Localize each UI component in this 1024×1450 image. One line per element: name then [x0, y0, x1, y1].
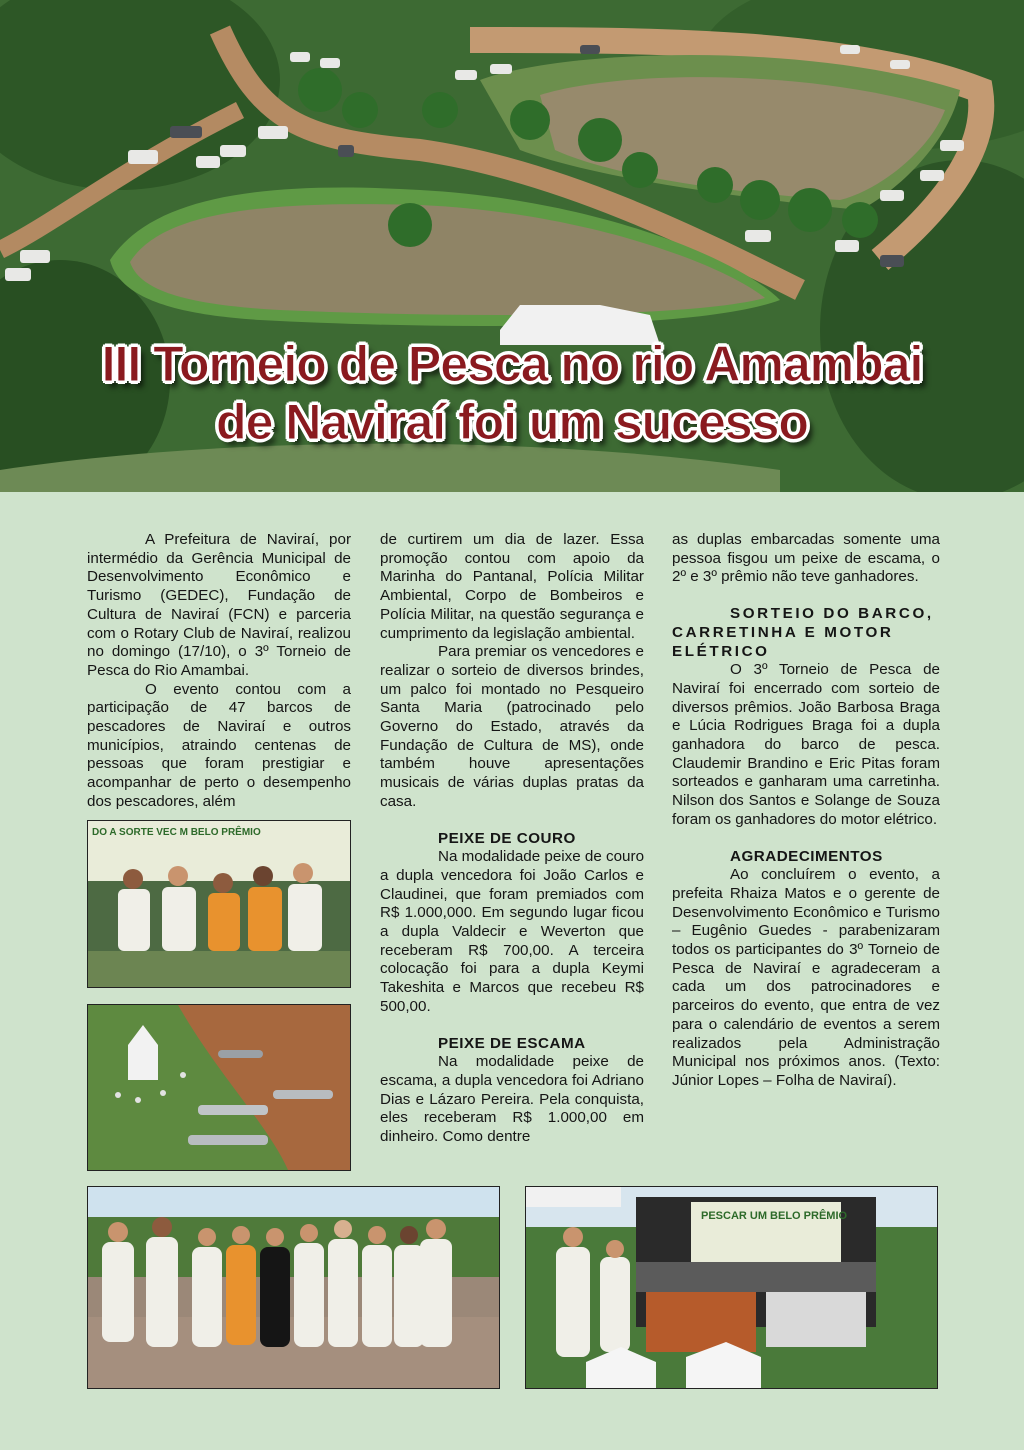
paragraph-agradecimentos: Ao concluírem o evento, a prefeita Rhaiza Matos e o gerente de Desenvolvimento Econômico e Turismo – Eugênio Guedes - parabenizaram todos os participantes do 3º Torneio de Pesca de Naviraí e agradeceram a cada um dos patrocinadores e parceiros do evento, que entra de vez para o calendário de eventos a serem realizados pela Administração Municipal nos próximos anos. (Texto: Júnior Lopes – Folha de Naviraí).	[672, 866, 940, 1089]
photo-stage	[525, 1186, 938, 1389]
heading-sorteio: SORTEIO DO BARCO, CARRETINHA E MOTOR ELÉTRICO	[672, 605, 934, 660]
paragraph-event: O evento contou com a participação de 47 barcos de pescadores de Naviraí e outros municípios, atraindo centenas de pessoas que foram prestigiar e acompanhar de perto o desempenho dos pescadores, além	[87, 680, 351, 810]
paragraph-leisure: de curtirem um dia de lazer. Essa promoção contou com apoio da Marinha do Pantanal, Polícia Militar Ambiental, Corpo de Bombeiros e Polícia Militar, na questão segurança e cumprimento da legislação ambiental.	[380, 531, 644, 642]
hero-aerial-photo	[0, 0, 1024, 492]
column-right	[672, 531, 940, 1091]
paragraph-prizes: Para premiar os vencedores e realizar o sorteio de diversos brindes, um palco foi montado no Pesqueiro Santa Maria (patrocinado pelo Governo do Estado, através da Fundação de Cultura de MS), onde também houve apresentações musicais de várias duplas pratas da casa.	[380, 643, 644, 810]
stage-banner-text: PESCAR UM BELO PRÊMIO	[701, 1210, 848, 1222]
paragraph-peixe-escama: Na modalidade peixe de escama, a dupla vencedora foi Adriano Dias e Lázaro Pereira. Pela conquista, eles receberam R$ 1.000,00 em dinheiro. Como dentre	[380, 1053, 644, 1146]
heading-peixe-couro: PEIXE DE COURO	[438, 829, 576, 847]
paragraph-peixe-couro: Na modalidade peixe de couro a dupla vencedora foi João Carlos e Claudinei, que foram premiados com R$ 1.000,000. Em segundo lugar ficou a dupla Valdecir e Weverton que receberam R$ 700,00. A terceira colocação foi para a dupla Keymi Takeshita e Marcos que recebeu R$ 500,00.	[380, 848, 645, 1015]
column-left	[87, 531, 351, 812]
page-title	[0, 335, 1024, 451]
title-line-2: de Naviraí foi um sucesso	[216, 394, 808, 450]
heading-peixe-escama: PEIXE DE ESCAMA	[438, 1034, 586, 1052]
banner-text: DO A SORTE VEC M BELO PRÊMIO	[92, 827, 261, 838]
title-line-1: III Torneio de Pesca no rio Amambai	[101, 336, 923, 392]
paragraph-escama-continued: as duplas embarcadas somente uma pessoa fisgou um peixe de escama, o 2º e 3º prêmio não teve ganhadores.	[672, 531, 940, 586]
photo-river-boats	[87, 1004, 351, 1171]
paragraph-intro: A Prefeitura de Naviraí, por intermédio da Gerência Municipal de Desenvolvimento Econômico e Turismo (GEDEC), Fundação de Cultura de Naviraí (FCN) e parceria com o Rotary Club de Naviraí, realizou no domingo (17/10), o 3º Torneio de Pesca do Rio Amambai.	[87, 531, 351, 679]
heading-agradecimentos: AGRADECIMENTOS	[730, 847, 883, 865]
photo-group-banner	[87, 820, 351, 988]
photo-large-group	[87, 1186, 500, 1389]
paragraph-sorteio: O 3º Torneio de Pesca de Naviraí foi encerrado com sorteio de diversos prêmios. João Barbosa Braga e Lúcia Rodrigues Braga foi a dupla ganhadora do barco de pesca. Claudemir Brandino e Eric Pitas foram sorteados e ganharam uma carretinha. Nilson dos Santos e Solange de Souza foram os ganhadores do motor elétrico.	[672, 661, 940, 828]
column-middle	[380, 531, 644, 1147]
